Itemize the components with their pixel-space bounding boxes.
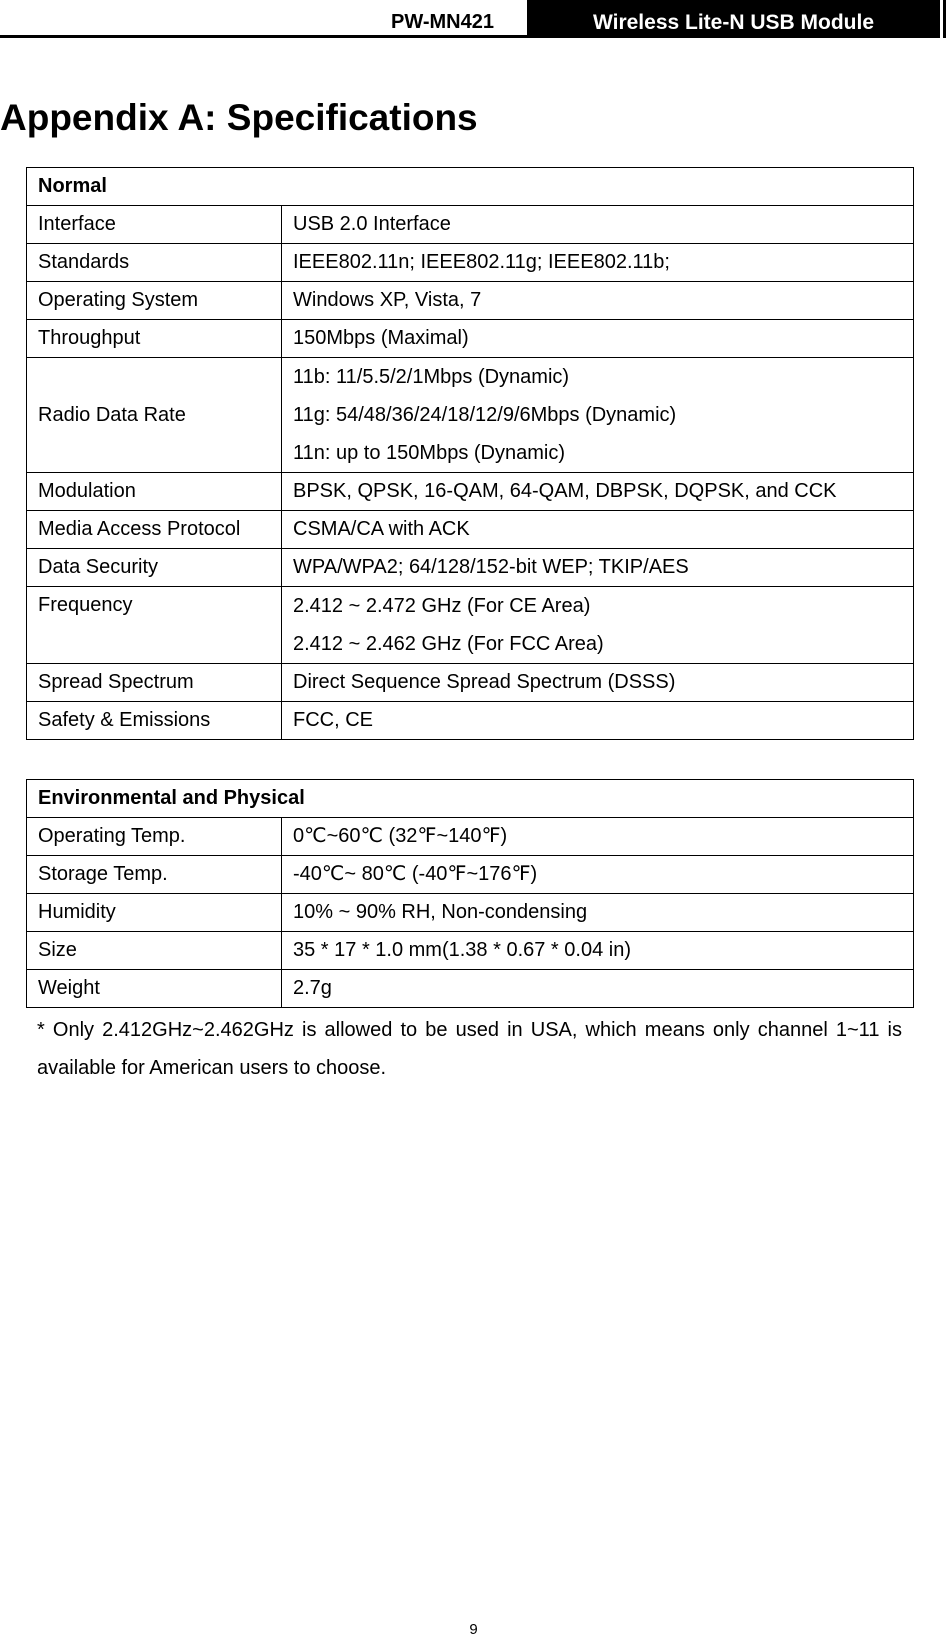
spec-row <box>27 818 914 856</box>
spec-label: Standards <box>27 244 282 282</box>
spec-row <box>27 894 914 932</box>
spec-value: 10% ~ 90% RH, Non-condensing <box>282 894 914 932</box>
spec-row <box>27 358 914 473</box>
spec-row <box>27 320 914 358</box>
spec-value-line: 11b: 11/5.5/2/1Mbps (Dynamic) <box>293 366 570 388</box>
spec-value-line: 2.412 ~ 2.472 GHz (For CE Area) <box>293 595 591 617</box>
spec-row <box>27 664 914 702</box>
spec-value: -40℃~ 80℃ (-40℉~176℉) <box>282 856 914 894</box>
spec-label: Radio Data Rate <box>27 358 282 473</box>
header-rule <box>0 35 527 38</box>
spec-row <box>27 473 914 511</box>
spec-row <box>27 856 914 894</box>
spec-label: Interface <box>27 206 282 244</box>
section-title: Environmental and Physical <box>27 780 914 818</box>
spec-value <box>282 587 914 664</box>
spec-row <box>27 970 914 1008</box>
spec-row <box>27 511 914 549</box>
spec-value: WPA/WPA2; 64/128/152-bit WEP; TKIP/AES <box>282 549 914 587</box>
spec-value: IEEE802.11n; IEEE802.11g; IEEE802.11b; <box>282 244 914 282</box>
normal-spec-body <box>27 168 914 740</box>
spec-label: Data Security <box>27 549 282 587</box>
spec-row <box>27 702 914 740</box>
spec-label: Operating System <box>27 282 282 320</box>
spec-value-line: 2.412 ~ 2.462 GHz (For FCC Area) <box>293 633 604 655</box>
spec-label: Media Access Protocol <box>27 511 282 549</box>
spec-value: BPSK, QPSK, 16-QAM, 64-QAM, DBPSK, DQPSK, and CCK <box>282 473 914 511</box>
spec-label: Weight <box>27 970 282 1008</box>
spec-label: Modulation <box>27 473 282 511</box>
spec-value: FCC, CE <box>282 702 914 740</box>
spec-label: Safety & Emissions <box>27 702 282 740</box>
spec-value-line: 11n: up to 150Mbps (Dynamic) <box>293 442 565 464</box>
page-header <box>0 0 947 38</box>
spec-row <box>27 206 914 244</box>
section-header-row <box>27 780 914 818</box>
spec-label: Storage Temp. <box>27 856 282 894</box>
spec-value: Windows XP, Vista, 7 <box>282 282 914 320</box>
spec-row <box>27 587 914 664</box>
spec-label: Humidity <box>27 894 282 932</box>
model-number: PW-MN421 <box>391 11 494 33</box>
spec-label: Operating Temp. <box>27 818 282 856</box>
spec-label: Throughput <box>27 320 282 358</box>
spec-value: CSMA/CA with ACK <box>282 511 914 549</box>
spec-label: Size <box>27 932 282 970</box>
environmental-spec-table <box>26 779 914 1008</box>
spec-row <box>27 282 914 320</box>
product-name-banner: Wireless Lite-N USB Module <box>527 0 940 38</box>
spec-value-line: 11g: 54/48/36/24/18/12/9/6Mbps (Dynamic) <box>293 404 677 426</box>
spec-label: Spread Spectrum <box>27 664 282 702</box>
spec-value <box>282 358 914 473</box>
section-title: Normal <box>27 168 914 206</box>
spec-row <box>27 549 914 587</box>
spec-label: Frequency <box>27 587 282 664</box>
spec-value: USB 2.0 Interface <box>282 206 914 244</box>
spec-value: 0℃~60℃ (32℉~140℉) <box>282 818 914 856</box>
footnote: * Only 2.412GHz~2.462GHz is allowed to be used in USA, which means only channel 1~11 is available for American users to choose. <box>37 1019 902 1079</box>
page-title: Appendix A: Specifications <box>0 97 478 138</box>
spec-value: Direct Sequence Spread Spectrum (DSSS) <box>282 664 914 702</box>
spec-value: 35 * 17 * 1.0 mm(1.38 * 0.67 * 0.04 in) <box>282 932 914 970</box>
spec-value: 150Mbps (Maximal) <box>282 320 914 358</box>
spec-row <box>27 244 914 282</box>
normal-spec-table <box>26 167 914 740</box>
section-header-row <box>27 168 914 206</box>
page-number: 9 <box>469 1621 478 1638</box>
header-end-bar <box>943 0 946 38</box>
spec-row <box>27 932 914 970</box>
environmental-spec-body <box>27 780 914 1008</box>
spec-value: 2.7g <box>282 970 914 1008</box>
